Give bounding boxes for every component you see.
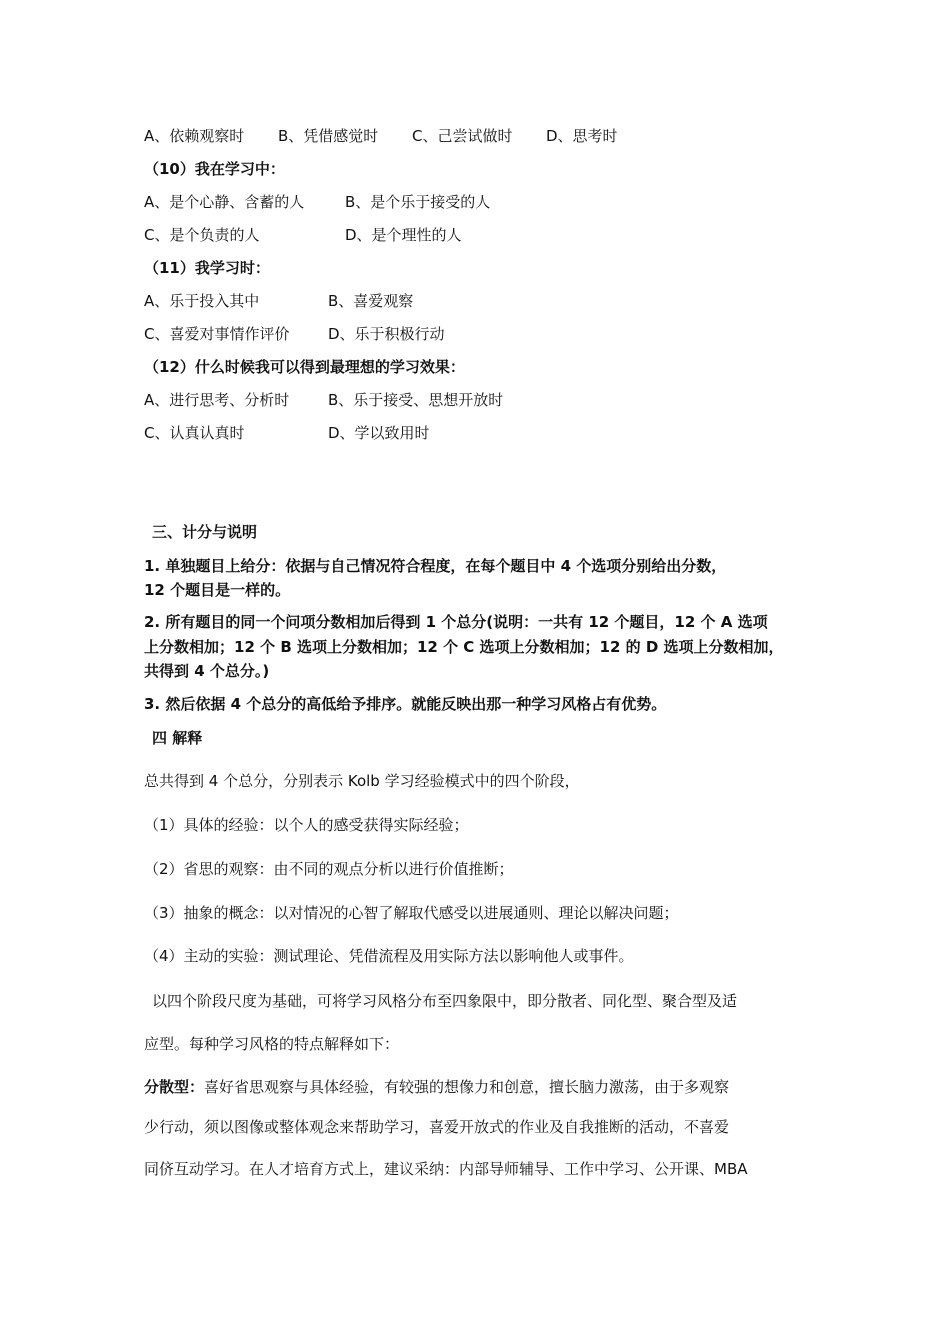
- diverger-paragraph-line-2: 少行动，须以图像或整体观念来帮助学习，喜爱开放式的作业及自我推断的活动，不喜爱: [144, 1118, 730, 1136]
- scoring-item-2-line-3: 共得到 4 个总分。): [144, 662, 270, 680]
- q10-option-d: D、是个理性的人: [345, 226, 462, 244]
- stage-3: （3）抽象的概念：以对情况的心智了解取代感受以进展通则、理论以解决问题；: [144, 904, 679, 922]
- q9-option-d: D、思考时: [546, 127, 618, 145]
- q12-option-b: B、乐于接受、思想开放时: [328, 391, 504, 409]
- scoring-item-1-line-1: 1. 单独题目上给分：依据与自己情况符合程度，在每个题目中 4 个选项分别给出分数，: [144, 557, 727, 575]
- stage-1: （1）具体的经验：以个人的感受获得实际经验；: [144, 816, 469, 834]
- q11-title: （11）我学习时：: [144, 259, 270, 277]
- q10-option-c: C、是个负责的人: [144, 226, 260, 244]
- diverger-label: 分散型：: [144, 1078, 205, 1096]
- diverger-paragraph-line-3: 同侪互动学习。在人才培育方式上，建议采纳：内部导师辅导、工作中学习、公开课、MBA: [144, 1160, 748, 1178]
- q9-option-b: B、凭借感觉时: [278, 127, 379, 145]
- q12-option-a: A、进行思考、分析时: [144, 391, 290, 409]
- scoring-item-2-line-2: 上分数相加；12 个 B 选项上分数相加；12 个 C 选项上分数相加；12 的 D 选项上分数相加，: [144, 638, 784, 656]
- scoring-item-2-line-1: 2. 所有题目的同一个问项分数相加后得到 1 个总分(说明：一共有 12 个题目，12 个 A 选项: [144, 613, 768, 631]
- scoring-heading: 三、计分与说明: [152, 523, 258, 541]
- q12-title: （12）什么时候我可以得到最理想的学习效果：: [144, 358, 465, 376]
- diverger-text-1: 喜好省思观察与具体经验，有较强的想像力和创意，擅长脑力激荡，由于多观察: [204, 1078, 730, 1096]
- quadrant-paragraph-line-1: 以四个阶段尺度为基础，可将学习风格分布至四象限中，即分散者、同化型、聚合型及适: [152, 992, 738, 1010]
- q11-option-c: C、喜爱对事情作评价: [144, 325, 290, 343]
- q10-option-b: B、是个乐于接受的人: [345, 193, 491, 211]
- q9-option-c: C、己尝试做时: [412, 127, 513, 145]
- stage-4: （4）主动的实验：测试理论、凭借流程及用实际方法以影响他人或事件。: [144, 947, 634, 965]
- q12-option-d: D、学以致用时: [328, 424, 430, 442]
- q10-title: （10）我在学习中：: [144, 160, 285, 178]
- diverger-paragraph-line-1: [144, 1077, 729, 1097]
- q12-option-c: C、认真认真时: [144, 424, 245, 442]
- explanation-heading: 四 解释: [152, 729, 203, 747]
- q10-option-a: A、是个心静、含蓄的人: [144, 193, 305, 211]
- explanation-intro: 总共得到 4 个总分，分别表示 Kolb 学习经验模式中的四个阶段，: [144, 772, 580, 790]
- q11-option-b: B、喜爱观察: [328, 292, 414, 310]
- q9-option-a: A、依赖观察时: [144, 127, 245, 145]
- q11-option-d: D、乐于积极行动: [328, 325, 445, 343]
- scoring-item-1-line-2: 12 个题目是一样的。: [144, 581, 291, 599]
- q11-option-a: A、乐于投入其中: [144, 292, 260, 310]
- scoring-item-3: 3. 然后依据 4 个总分的高低给予排序。就能反映出那一种学习风格占有优势。: [144, 695, 667, 713]
- stage-2: （2）省思的观察：由不同的观点分析以进行价值推断；: [144, 860, 514, 878]
- quadrant-paragraph-line-2: 应型。每种学习风格的特点解释如下：: [144, 1035, 400, 1053]
